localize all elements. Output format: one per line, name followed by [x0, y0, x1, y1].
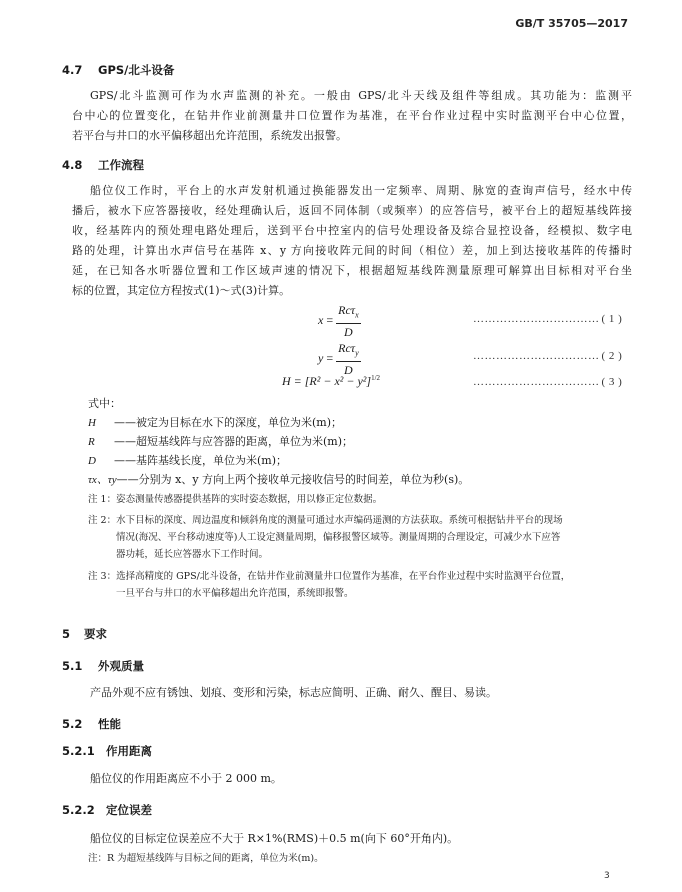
section-title: 要求 [84, 627, 107, 641]
equation-lhs: x [318, 312, 324, 327]
section-title: 定位误差 [106, 803, 152, 817]
fraction-denominator: D [344, 363, 353, 378]
section-number: 5.2.1 [62, 744, 95, 758]
section-number: 5 [62, 627, 71, 641]
equation-2: y = $\frac{Rc\tau_y}{D}$ [318, 341, 359, 378]
section-4-7-paragraph [72, 86, 632, 146]
note-line: 情况(海况、平台移动速度等)人工设定测量周期，偏移报警区域等。测量周期的合理设定，可减少水下应答 [116, 532, 561, 543]
definition-text: ——被定为目标在水下的深度，单位为米(m)； [114, 416, 343, 429]
definition-text: ——分别为 x、y 方向上两个接收单元接收信号的时间差，单位为秒(s)。 [116, 473, 470, 486]
equation-label: ( 2 ) [601, 350, 623, 362]
where-label: 式中： [88, 397, 121, 410]
note-line: 注 1：姿态测量传感器提供基阵的实时姿态数据，用以修正定位数据。 [88, 494, 383, 505]
definition-symbol: D [88, 455, 96, 467]
section-title: 性能 [98, 717, 121, 731]
section-number: 5.1 [62, 659, 83, 673]
definition-R [88, 432, 353, 452]
equation-label: ( 1 ) [601, 313, 623, 325]
section-title: 外观质量 [98, 659, 144, 673]
section-5-1-heading [62, 658, 144, 674]
leader-dots: …………………………… [473, 313, 600, 325]
superscript: 1/2 [371, 374, 381, 382]
section-5-2-1-heading [62, 743, 152, 759]
page-number: 3 [604, 871, 610, 881]
note-line: 注 2：水下目标的深度、周边温度和倾斜角度的测量可通过水声编码遥测的方法获取。系统可根据钻井平台的现场 [88, 515, 563, 526]
section-5-2-2-note: 注：R 为超短基线阵与目标之间的距离，单位为米(m)。 [88, 853, 324, 864]
fraction-numerator: Rcτ [338, 303, 356, 317]
section-5-2-2-heading [62, 802, 152, 818]
note-3 [88, 568, 570, 602]
section-4-8-heading [62, 157, 144, 173]
equation-lhs: y [318, 350, 324, 365]
definition-symbol: R [88, 436, 95, 448]
definition-text: ——基阵基线长度，单位为米(m)； [114, 454, 288, 467]
section-4-8-paragraph [72, 181, 632, 301]
section-5-2-heading [62, 716, 121, 732]
section-5-2-2-text: 船位仪的目标定位误差应不大于 R×1%(RMS)＋0.5 m(向下 60°开角内)。 [90, 832, 459, 845]
section-title: GPS/北斗设备 [98, 63, 175, 77]
section-number: 4.7 [62, 63, 83, 77]
section-number: 4.8 [62, 158, 83, 172]
paragraph-line: 收，经基阵内的预处理电路处理后，送到平台中控室内的信号处理设备及综合显控设备，经模拟、数字电 [72, 224, 632, 237]
equation-text: H = [R² − x² − y²] [282, 374, 372, 388]
section-title: 作用距离 [106, 744, 152, 758]
paragraph-line: 台中心的位置变化，在钻井作业前测量井口位置作为基准，在平台作业过程中实时监测平台中心位置， [72, 109, 632, 122]
fraction-denominator: D [344, 325, 353, 340]
equation-leader-dots [473, 313, 622, 325]
standard-code: GB/T 35705—2017 [515, 17, 628, 30]
paragraph-line: 路的处理，计算出水声信号在基阵 x、y 方向接收阵元间的时间（相位）差，加上到达接收基阵的传播时 [72, 244, 632, 257]
definition-text: ——超短基线阵与应答器的距离，单位为米(m)； [114, 435, 354, 448]
section-4-7-heading [62, 62, 174, 78]
subscript: x [355, 310, 359, 320]
equation-leader-dots [473, 376, 622, 388]
section-5-1-text: 产品外观不应有锈蚀、划痕、变形和污染，标志应简明、正确、耐久、醒目、易读。 [90, 686, 497, 699]
definition-D [88, 451, 287, 471]
equation-label: ( 3 ) [601, 376, 623, 388]
paragraph-line: 延，在已知各水听器位置和工作区域声速的情况下，根据超短基线阵测量原理可解算出目标相对平台坐 [72, 264, 632, 277]
definition-tau [88, 470, 469, 490]
paragraph-line: 若平台与井口的水平偏移超出允许范围，系统发出报警。 [72, 129, 347, 142]
note-line: 注 3：选择高精度的 GPS/北斗设备，在钻井作业前测量井口位置作为基准，在平台作业过程中实时监测平台位置， [88, 571, 571, 582]
section-title: 工作流程 [98, 158, 144, 172]
note-line: 一旦平台与井口的水平偏移超出允许范围，系统即报警。 [116, 588, 354, 599]
section-5-2-1-text: 船位仪的作用距离应不小于 2 000 m。 [90, 772, 282, 785]
definition-symbol: τx、τy [88, 474, 117, 486]
paragraph-line: GPS/北斗监测可作为水声监测的补充。一般由 GPS/北斗天线及组件等组成。其功能为：监测平 [90, 89, 632, 102]
paragraph-line: 船位仪工作时，平台上的水声发射机通过换能器发出一定频率、周期、脉宽的查询声信号，经水中传 [90, 184, 632, 197]
definition-symbol: H [88, 417, 96, 429]
section-number: 5.2 [62, 717, 83, 731]
section-5-heading [62, 626, 107, 642]
equation-leader-dots [473, 350, 622, 362]
paragraph-line: 播后，被水下应答器接收，经处理确认后，返回不同体制（或频率）的应答信号，被平台上的超短基线阵接 [72, 204, 632, 217]
definition-H [88, 413, 342, 433]
fraction [336, 303, 361, 339]
section-number: 5.2.2 [62, 803, 95, 817]
leader-dots: …………………………… [473, 376, 600, 388]
fraction-numerator: Rcτ [338, 341, 356, 355]
note-line: 器功耗，延长应答器水下工作时间。 [116, 549, 269, 560]
note-2 [88, 512, 563, 563]
note-1 [88, 491, 382, 508]
subscript: y [355, 348, 359, 358]
paragraph-line: 标的位置，其定位方程按式(1)～式(3)计算。 [72, 284, 291, 297]
fraction [336, 341, 361, 377]
equation-1: x = $\frac{Rc\tau_x}{D}$ [318, 303, 359, 340]
leader-dots: …………………………… [473, 350, 600, 362]
equation-3 [282, 374, 380, 389]
